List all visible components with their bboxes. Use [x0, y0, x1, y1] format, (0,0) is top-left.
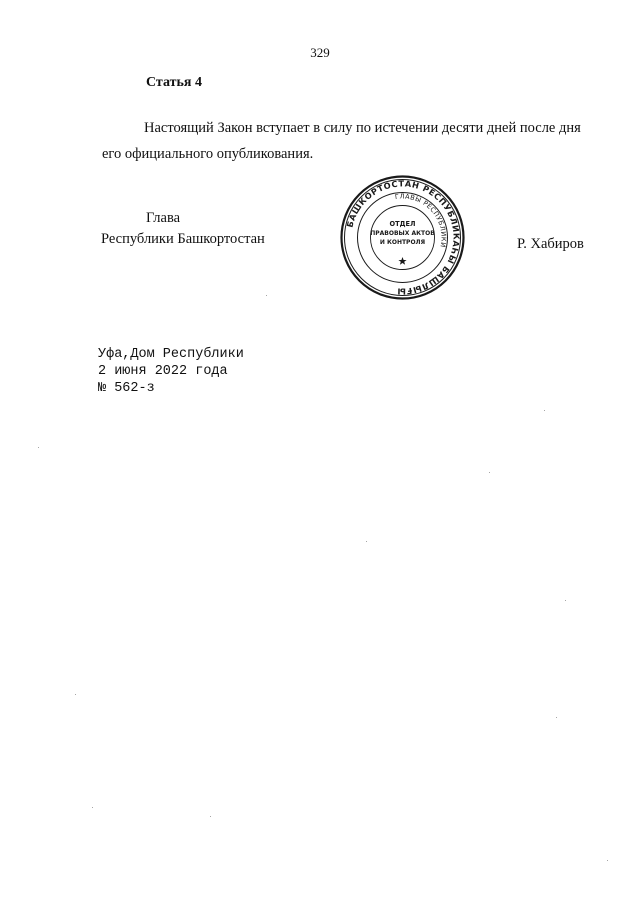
- scan-speck: [544, 410, 545, 411]
- seal-center-line-2: ПРАВОВЫХ АКТОВ: [370, 230, 435, 237]
- page-number: 329: [310, 45, 330, 60]
- scan-speck: [565, 600, 566, 601]
- issue-place: Уфа,Дом Республики: [98, 347, 244, 362]
- article-text-line-1: Настоящий Закон вступает в силу по истечении десяти дней после дня: [144, 120, 581, 136]
- law-number: № 562-з: [98, 381, 155, 396]
- scan-speck: [556, 717, 557, 718]
- scan-speck: [366, 541, 367, 542]
- scan-speck: [38, 447, 39, 448]
- signatory-name: Р. Хабиров: [517, 236, 584, 252]
- scan-speck: [607, 860, 608, 861]
- issue-date: 2 июня 2022 года: [98, 364, 228, 379]
- seal-center-line-3: И КОНТРОЛЯ: [379, 239, 426, 246]
- seal-star-icon: [398, 257, 406, 265]
- signatory-title-line-2: Республики Башкортостан: [101, 231, 265, 247]
- signatory-title-line-1: Глава: [146, 210, 181, 226]
- scan-speck: [75, 694, 76, 695]
- seal-outer-text: БАШКОРТОСТАН РЕСПУБЛИКАҺЫ БАШЛЫҒЫ: [344, 178, 462, 297]
- official-seal-stamp: [339, 174, 466, 301]
- seal-inner-text: ГЛАВЫ РЕСПУБЛИКИ: [394, 192, 448, 249]
- article-text-line-2: его официального опубликования.: [102, 146, 314, 162]
- article-title: Статья 4: [146, 75, 202, 90]
- scan-speck: [489, 472, 490, 473]
- scan-speck: [266, 295, 267, 296]
- scan-speck: [210, 816, 211, 817]
- seal-center-line-1: ОТДЕЛ: [389, 220, 416, 228]
- scan-speck: [92, 807, 93, 808]
